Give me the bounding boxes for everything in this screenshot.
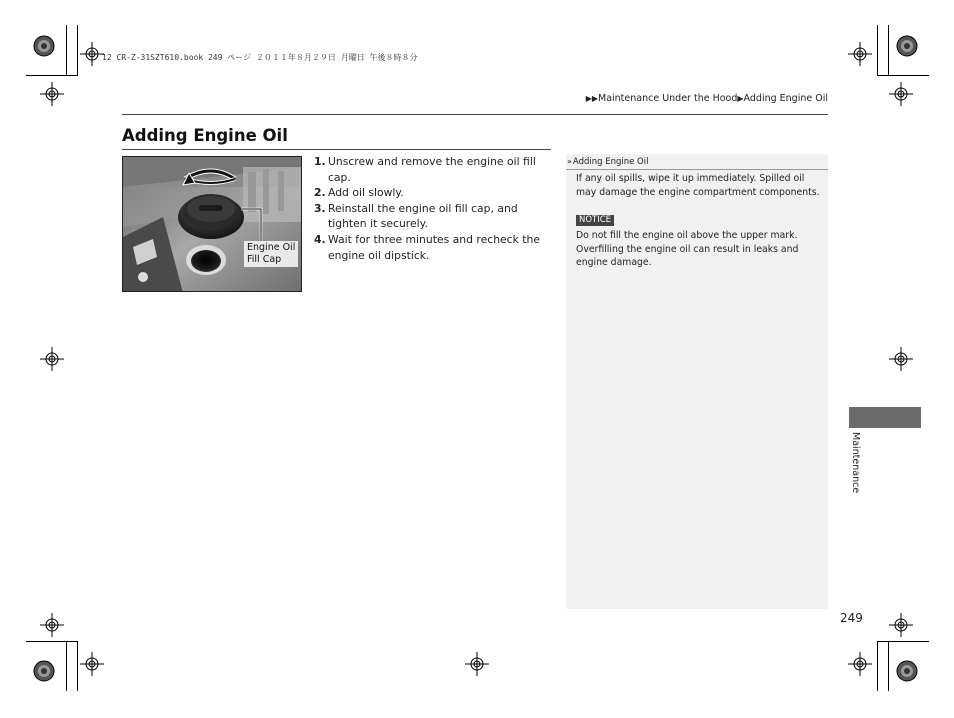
registration-mark-icon bbox=[889, 82, 913, 106]
registration-mark-icon bbox=[465, 652, 489, 676]
trim-line bbox=[26, 641, 78, 642]
section-tab bbox=[849, 407, 921, 428]
step-number: 2. bbox=[314, 186, 326, 200]
color-rosette-icon bbox=[896, 660, 918, 682]
header-rule bbox=[122, 114, 828, 115]
trim-line bbox=[26, 75, 78, 76]
trim-line bbox=[888, 25, 889, 75]
trim-line bbox=[66, 25, 67, 75]
page-number: 249 bbox=[840, 611, 863, 625]
trim-line bbox=[66, 641, 67, 691]
breadcrumb-separator-icon: ▶ bbox=[737, 94, 744, 103]
trim-line bbox=[77, 641, 78, 691]
registration-mark-icon bbox=[848, 652, 872, 676]
section-label bbox=[843, 432, 867, 502]
breadcrumb-parent: Maintenance Under the Hood bbox=[598, 93, 738, 104]
sidebar-notes bbox=[566, 154, 828, 609]
registration-mark-icon bbox=[40, 613, 64, 637]
step-item bbox=[314, 232, 554, 263]
registration-mark-icon bbox=[80, 652, 104, 676]
step-text: Add oil slowly. bbox=[328, 186, 404, 200]
step-item bbox=[314, 185, 554, 201]
trim-line bbox=[877, 641, 878, 691]
breadcrumb-current: Adding Engine Oil bbox=[743, 93, 828, 104]
engine-oil-fill-cap-photo bbox=[122, 156, 302, 292]
registration-mark-icon bbox=[889, 347, 913, 371]
print-header: 12 CR-Z-31SZT610.book 249 ページ ２０１１年８月２９日 月曜日 午後８時８分 bbox=[102, 53, 418, 62]
sidebar-heading bbox=[566, 154, 828, 170]
step-item bbox=[314, 154, 554, 185]
engine-oil-fill-cap-callout bbox=[244, 241, 298, 267]
registration-mark-icon bbox=[40, 82, 64, 106]
step-text: Reinstall the engine oil fill cap, and tighten it securely. bbox=[328, 201, 518, 231]
registration-mark-icon bbox=[40, 347, 64, 371]
trim-line bbox=[77, 25, 78, 75]
breadcrumb bbox=[586, 93, 828, 104]
trim-line bbox=[877, 641, 929, 642]
step-text: Wait for three minutes and recheck the engine oil dipstick. bbox=[328, 232, 541, 262]
registration-mark-icon bbox=[889, 613, 913, 637]
reference-icon: » bbox=[567, 157, 570, 166]
trim-line bbox=[888, 641, 889, 691]
section-label-text: Maintenance bbox=[850, 432, 861, 494]
page-title: Adding Engine Oil bbox=[122, 126, 288, 145]
notice-badge: NOTICE bbox=[576, 215, 614, 226]
spill-warning-text: If any oil spills, wipe it up immediately. Spilled oil may damage the engine compartment components. bbox=[576, 173, 820, 198]
title-rule bbox=[122, 149, 551, 150]
step-number: 3. bbox=[314, 201, 326, 215]
callout-line-2: Fill Cap bbox=[247, 254, 282, 265]
step-text: Unscrew and remove the engine oil fill cap. bbox=[328, 155, 536, 184]
overfill-notice-text: Do not fill the engine oil above the upper mark. Overfilling the engine oil can result in leaks and engine damage. bbox=[576, 230, 799, 268]
callout-line-1: Engine Oil bbox=[247, 242, 296, 253]
engine-illustration bbox=[123, 157, 302, 292]
procedure-steps bbox=[314, 154, 554, 263]
step-number: 1. bbox=[314, 155, 326, 168]
trim-line bbox=[877, 75, 929, 76]
color-rosette-icon bbox=[896, 35, 918, 57]
breadcrumb-arrows-icon: ▶▶ bbox=[585, 94, 598, 103]
sidebar-heading-text: Adding Engine Oil bbox=[572, 157, 649, 167]
registration-mark-icon bbox=[848, 42, 872, 66]
step-item bbox=[314, 201, 554, 232]
color-rosette-icon bbox=[33, 35, 55, 57]
color-rosette-icon bbox=[33, 660, 55, 682]
step-number: 4. bbox=[314, 232, 326, 246]
registration-mark-icon bbox=[80, 42, 104, 66]
trim-line bbox=[877, 25, 878, 75]
